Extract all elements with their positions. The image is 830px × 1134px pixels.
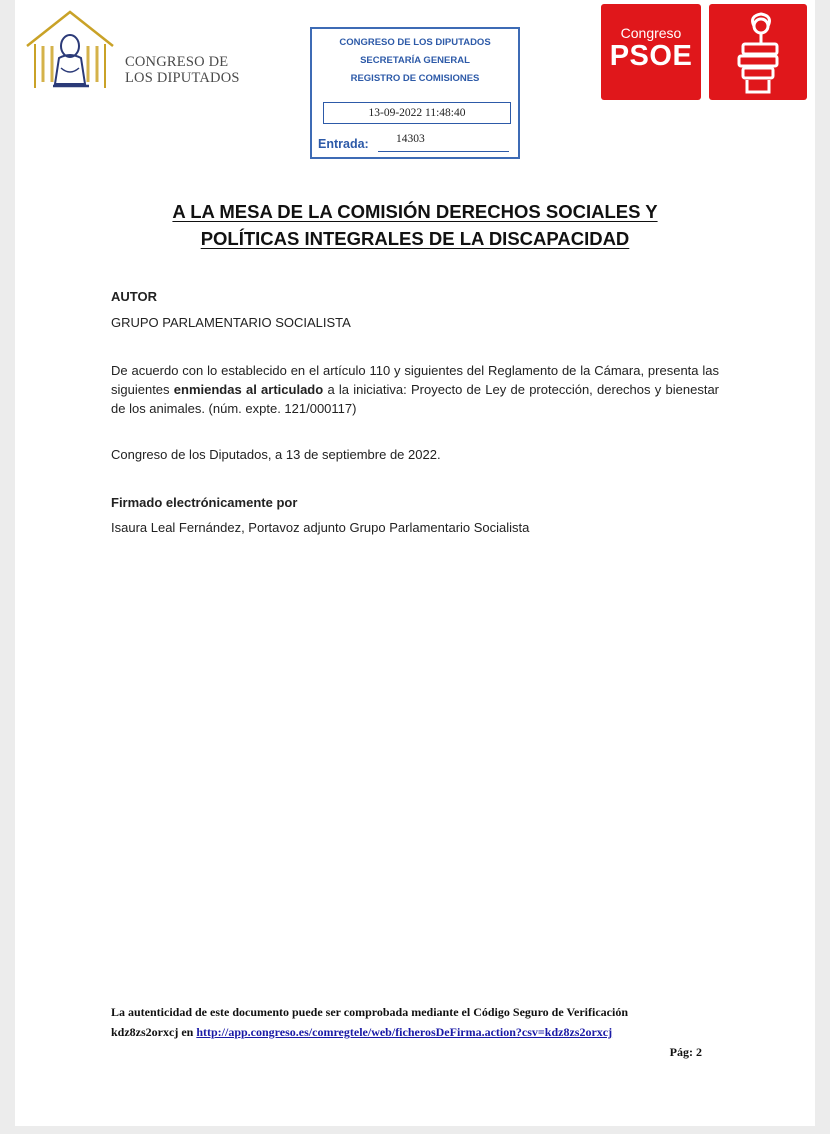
csv-code: kdz8zs2orxcj en xyxy=(111,1025,197,1039)
registry-stamp xyxy=(310,27,520,159)
stamp-entry-label: Entrada: xyxy=(318,137,369,151)
stamp-entry-underline xyxy=(378,151,509,152)
rose-fist-icon xyxy=(709,4,807,100)
title-line-2: POLÍTICAS INTEGRALES DE LA DISCAPACIDAD xyxy=(200,228,630,249)
footer-line-1: La autenticidad de este documento puede ser comprobada mediante el Código Seguro de Verificación xyxy=(111,1005,628,1019)
congreso-logo xyxy=(25,6,255,96)
stamp-datetime: 13-09-2022 11:48:40 xyxy=(323,102,511,124)
congreso-logo-text xyxy=(125,54,240,86)
psoe-logo-big: PSOE xyxy=(609,40,693,72)
congreso-emblem-icon xyxy=(25,6,120,96)
psoe-logo xyxy=(601,4,701,100)
psoe-logo-small: Congreso xyxy=(620,25,682,41)
psoe-rose-logo xyxy=(709,4,807,100)
stamp-entry-number: 14303 xyxy=(396,133,425,145)
amendment-paragraph xyxy=(111,361,719,418)
verification-link[interactable]: http://app.congreso.es/comregtele/web/ficherosDeFirma.action?csv=kdz8zs2orxcj xyxy=(196,1025,613,1039)
footer-line-2 xyxy=(111,1022,717,1042)
stamp-line-3: REGISTRO DE COMISIONES xyxy=(350,73,480,84)
signed-heading: Firmado electrónicamente por xyxy=(111,495,298,510)
stamp-line-2: SECRETARÍA GENERAL xyxy=(360,55,470,66)
logo-line-1: CONGRESO DE xyxy=(125,54,229,70)
page-number: Pág: 2 xyxy=(669,1045,702,1059)
paragraph-part-2: a la iniciativa: Proyecto de Ley de protección, derechos y bienestar de los animales. (núm. expte. 121/000117) xyxy=(111,382,719,416)
verification-footer xyxy=(111,1002,717,1042)
author-name: GRUPO PARLAMENTARIO SOCIALISTA xyxy=(111,315,351,330)
logo-line-2: LOS DIPUTADOS xyxy=(125,70,240,86)
place-date: Congreso de los Diputados, a 13 de septiembre de 2022. xyxy=(111,447,441,462)
stamp-line-1: CONGRESO DE LOS DIPUTADOS xyxy=(339,37,491,48)
title-line-1: A LA MESA DE LA COMISIÓN DERECHOS SOCIALES Y xyxy=(172,201,658,222)
signed-by: Isaura Leal Fernández, Portavoz adjunto Grupo Parlamentario Socialista xyxy=(111,520,530,535)
document-title xyxy=(15,198,815,252)
document-page xyxy=(15,0,815,1126)
paragraph-part-1: De acuerdo con lo establecido en el artículo 110 y siguientes del Reglamento de la Cámara, presenta las siguientes xyxy=(111,363,719,397)
stamp-header xyxy=(312,34,518,88)
author-heading: AUTOR xyxy=(111,289,157,304)
paragraph-bold: enmiendas al articulado xyxy=(173,382,324,397)
